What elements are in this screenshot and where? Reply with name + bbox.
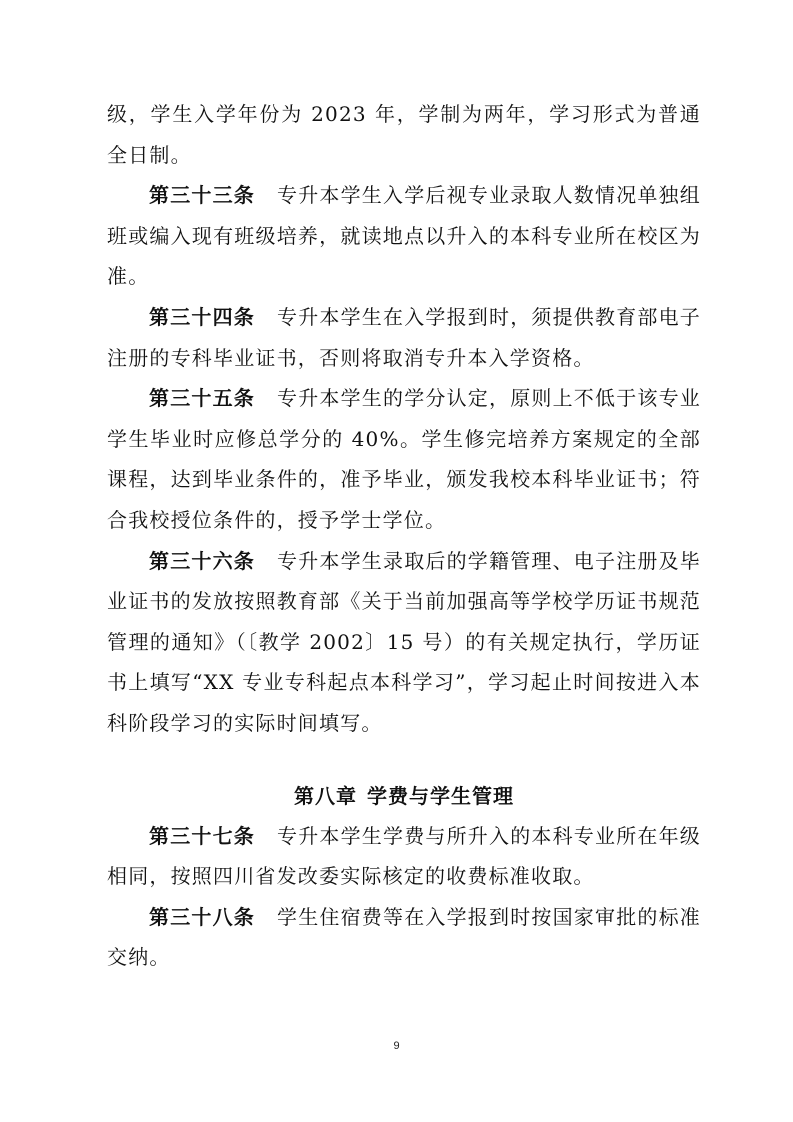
article-text: 专升本学生在入学报到时，须提供教育部电子注册的专科毕业证书，否则将取消专升本入学资格。	[107, 304, 701, 370]
article-36	[107, 541, 701, 744]
article-37	[107, 816, 701, 897]
article-text: 学生住宿费等在入学报到时按国家审批的标准交纳。	[107, 904, 701, 970]
article-label: 第三十七条	[149, 823, 255, 848]
article-label: 第三十三条	[149, 183, 255, 208]
article-34	[107, 297, 701, 378]
article-38	[107, 897, 701, 978]
document-body	[107, 94, 701, 978]
chapter-number: 第八章	[294, 783, 357, 808]
article-label: 第三十六条	[149, 548, 255, 573]
article-33	[107, 175, 701, 297]
article-text: 专升本学生的学分认定，原则上不低于该专业学生毕业时应修总学分的 40%。学生修完培养方案规定的全部课程，达到毕业条件的，准予毕业，颁发我校本科毕业证书；符合我校授位条件的，授予学士学位。	[107, 386, 701, 532]
article-35	[107, 378, 701, 540]
page-number: 9	[393, 1040, 400, 1052]
chapter-title: 学费与学生管理	[367, 783, 514, 808]
article-label: 第三十四条	[149, 304, 255, 329]
continuation-paragraph: 级，学生入学年份为 2023 年，学制为两年，学习形式为普通全日制。	[107, 102, 701, 167]
article-label: 第三十五条	[149, 386, 255, 411]
chapter-heading	[107, 776, 701, 816]
article-text: 专升本学生录取后的学籍管理、电子注册及毕业证书的发放按照教育部《关于当前加强高等学校学历证书规范管理的通知》（〔教学 2002〕15 号）的有关规定执行，学历证书上填写“XX 专业专科起点本科学习”，学习起止时间按进入本科阶段学习的实际时间填写。	[107, 548, 701, 735]
article-label: 第三十八条	[149, 904, 255, 929]
article-text: 专升本学生入学后视专业录取人数情况单独组班或编入现有班级培养，就读地点以升入的本科专业所在校区为准。	[107, 183, 701, 289]
article-text: 专升本学生学费与所升入的本科专业所在年级相同，按照四川省发改委实际核定的收费标准收取。	[107, 823, 701, 889]
